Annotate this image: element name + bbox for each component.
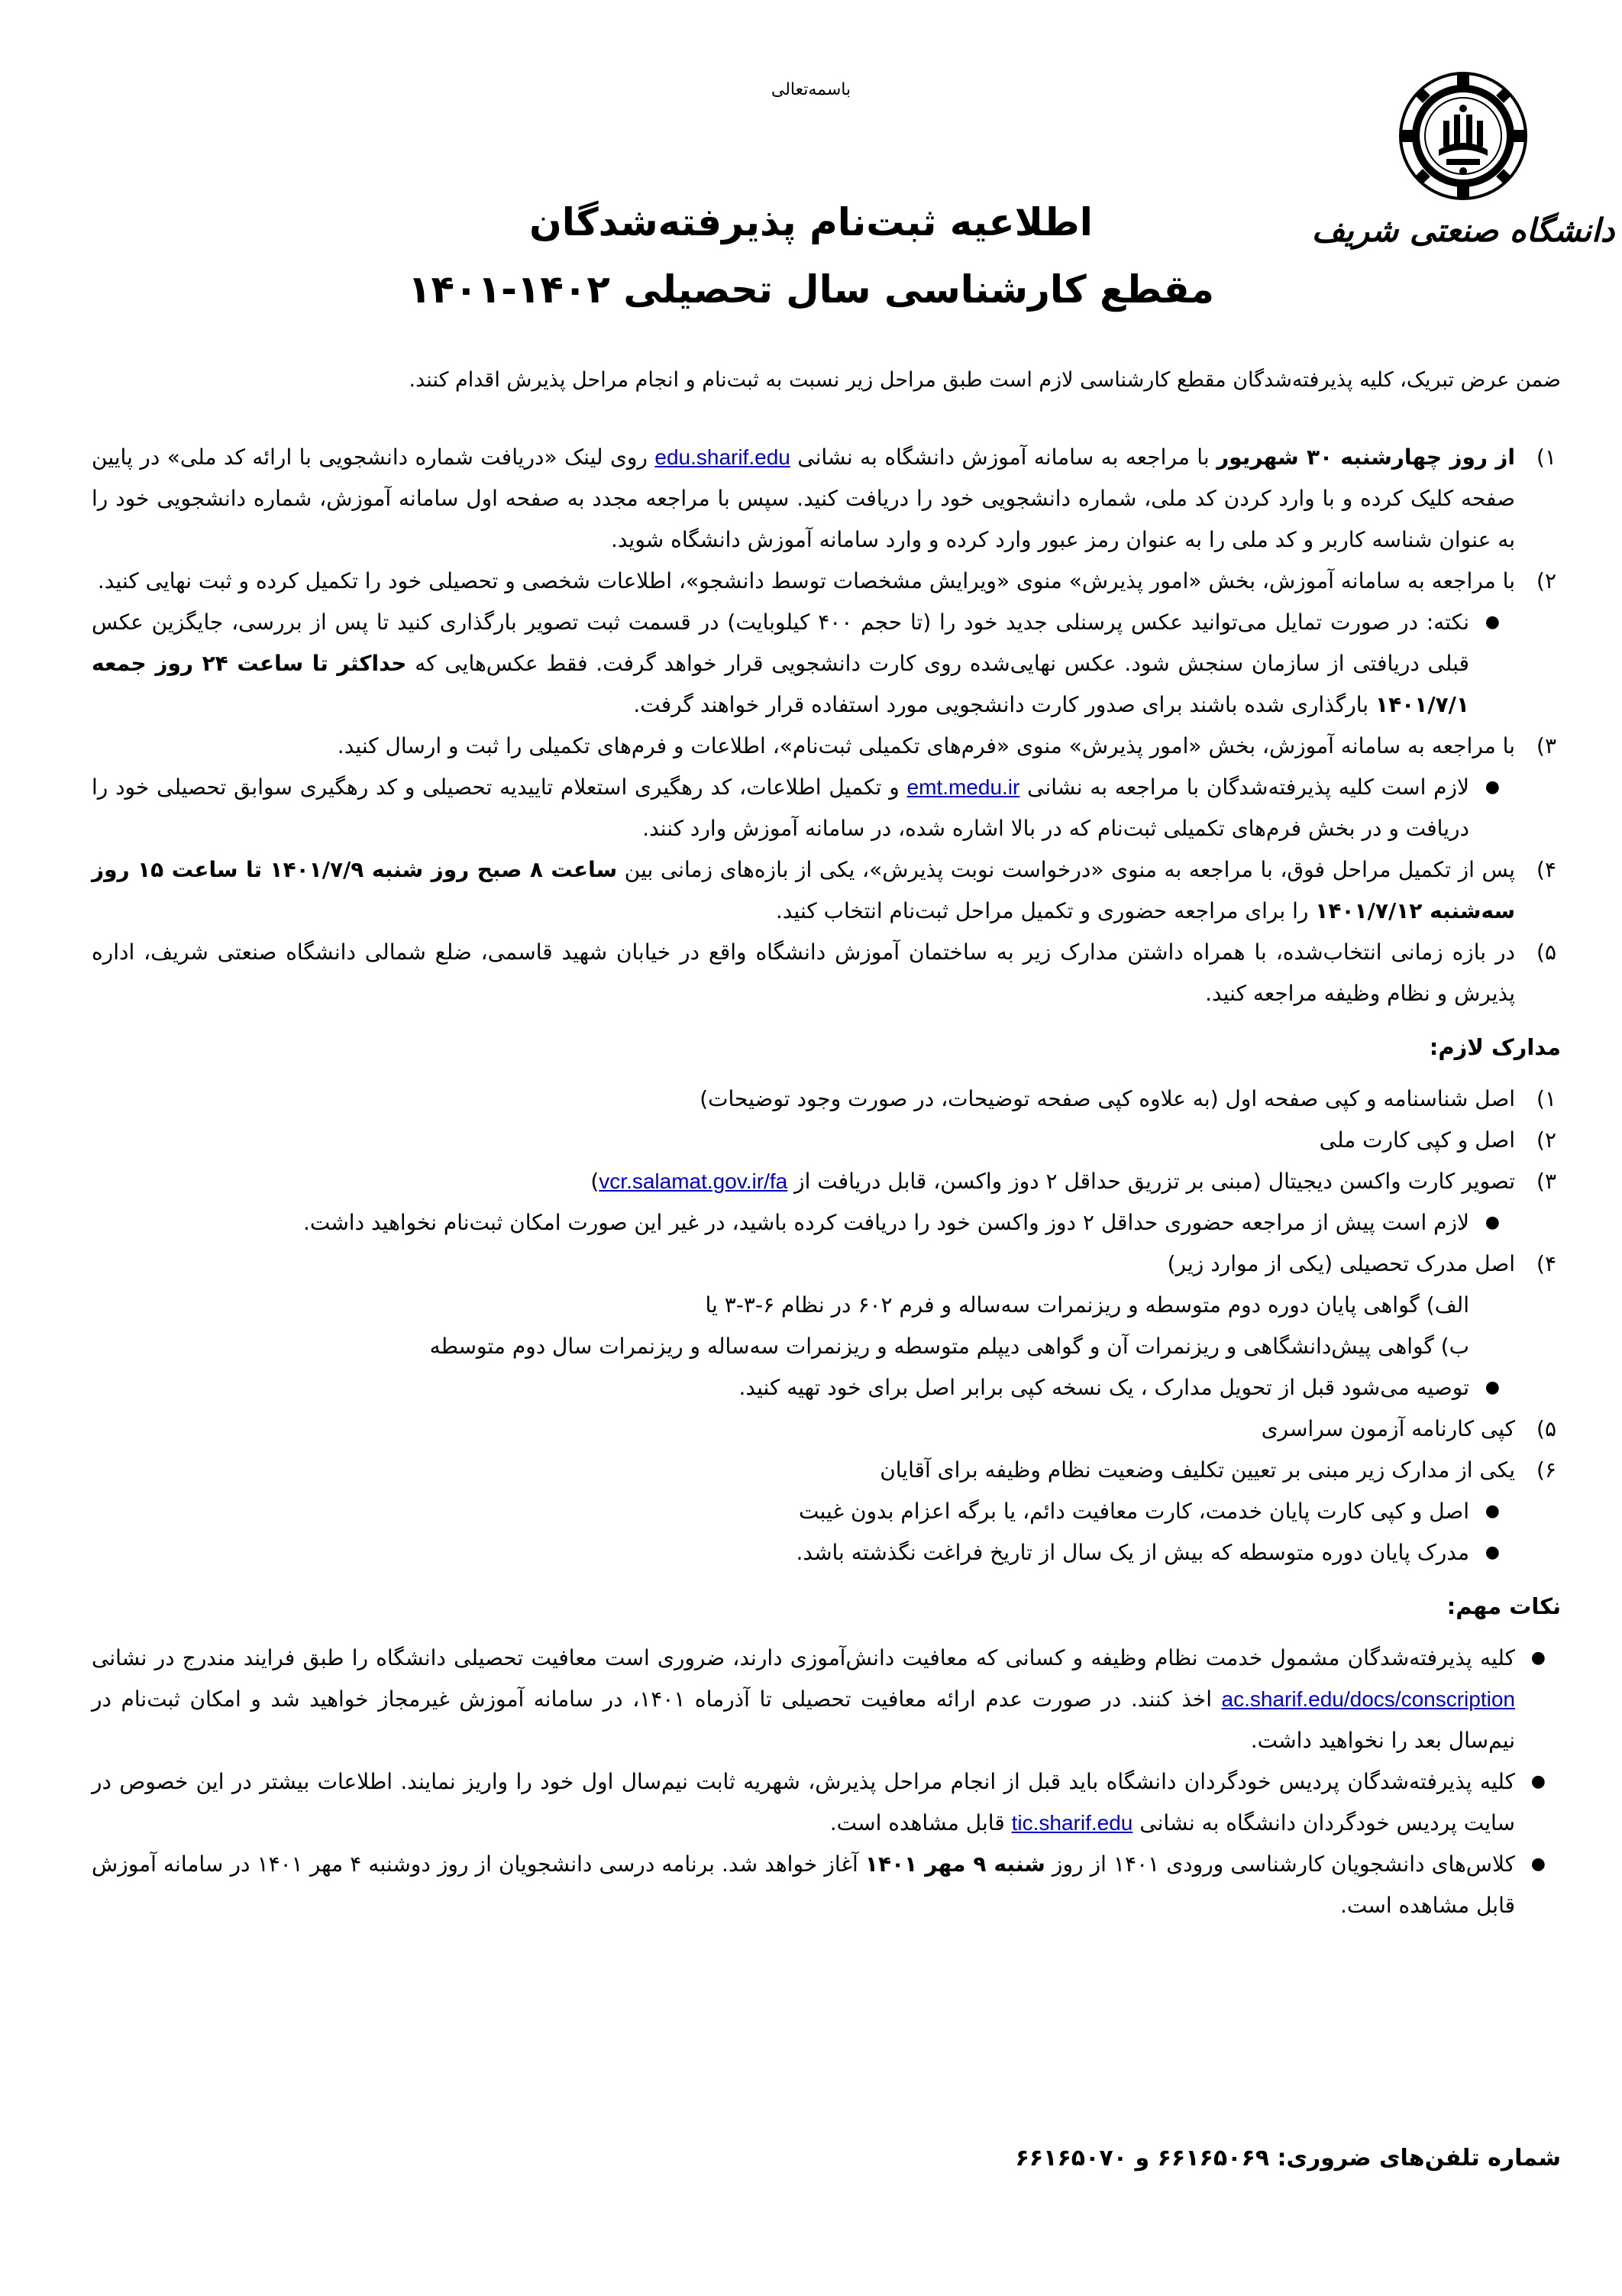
document-item-2 bbox=[92, 1120, 1561, 1161]
document-item-6 bbox=[92, 1450, 1561, 1491]
bullet-icon: ● bbox=[1485, 1378, 1500, 1397]
bullet-icon: ● bbox=[1485, 778, 1500, 797]
note-text: کلیه پذیرفته‌شدگان مشمول خدمت نظام وظیفه و کسانی که معافیت دانش‌آموزی دارند، ضروری است معافیت تحصیلی دانشگاه را طبق فرایند مندرج در نشانی bbox=[92, 1645, 1515, 1670]
bullet-icon: ● bbox=[1530, 1772, 1546, 1791]
step-4-time-range: ساعت ۸ صبح روز شنبه ۱۴۰۱/۷/۹ تا ساعت ۱۵ روز سه‌شنبه ۱۴۰۱/۷/۱۲ bbox=[92, 857, 1515, 923]
item-text: کپی کارنامه آزمون سراسری bbox=[1261, 1416, 1515, 1441]
military-option-2 bbox=[92, 1532, 1561, 1573]
item-number: ۴) bbox=[1536, 1251, 1556, 1276]
step-3-note bbox=[92, 767, 1561, 849]
note-item-3 bbox=[92, 1844, 1561, 1926]
degree-option-b: ب) گواهی پیش‌دانشگاهی و ریزنمرات آن و گواهی دیپلم متوسطه و ریزنمرات سه‌ساله و ریزنمرات سال دوم متوسطه bbox=[429, 1334, 1469, 1359]
class-start-date: شنبه ۹ مهر ۱۴۰۱ bbox=[864, 1851, 1045, 1877]
item-text: اصل و کپی کارت ملی bbox=[1319, 1127, 1515, 1153]
step-text: با مراجعه به سامانه آموزش، بخش «امور پذیرش» منوی «فرم‌های تکمیلی ثبت‌نام»، اطلاعات و فرم‌های تکمیلی را ثبت و ارسال کنید. bbox=[337, 733, 1515, 758]
step-3 bbox=[92, 726, 1561, 767]
bismillah: باسمه‌تعالی bbox=[771, 80, 851, 99]
page-title: اطلاعیه ثبت‌نام پذیرفته‌شدگان bbox=[529, 200, 1093, 244]
step-5 bbox=[92, 932, 1561, 1014]
note-text: آغاز خواهد شد. برنامه درسی دانشجویان از روز دوشنبه ۴ مهر ۱۴۰۱ در سامانه آموزش قابل مشاهده است. bbox=[92, 1851, 1515, 1918]
item-text: ) bbox=[590, 1169, 599, 1194]
bullet-icon: ● bbox=[1485, 613, 1500, 632]
intro-paragraph: ضمن عرض تبریک، کلیه پذیرفته‌شدگان مقطع کارشناسی لازم است طبق مراحل زیر نسبت به ثبت‌نام و انجام مراحل پذیرش اقدام کنند. bbox=[409, 368, 1561, 392]
note-text: قابل مشاهده است. bbox=[829, 1810, 1012, 1835]
bullet-icon: ● bbox=[1530, 1648, 1546, 1667]
note-deadline: حداکثر تا ساعت ۲۴ روز جمعه ۱۴۰۱/۷/۱ bbox=[92, 651, 1469, 717]
bullet-icon: ● bbox=[1485, 1502, 1500, 1521]
note-item-1 bbox=[92, 1638, 1561, 1761]
step-text: پس از تکمیل مراحل فوق، با مراجعه به منوی «درخواست نوبت پذیرش»، یکی از بازه‌های زمانی بین bbox=[617, 857, 1515, 882]
bullet-icon: ● bbox=[1485, 1543, 1500, 1562]
step-text: با مراجعه به سامانه آموزش، بخش «امور پذیرش» منوی «ویرایش مشخصات توسط دانشجو»، اطلاعات شخصی و تحصیلی خود را تکمیل کرده و ثبت نهایی کنید. bbox=[97, 568, 1515, 593]
note-text: و تکمیل اطلاعات، کد رهگیری استعلام تاییدیه تحصیلی و کد رهگیری سوابق تحصیلی خود را دریافت و در بخش فرم‌های تکمیلی ثبت‌نام که در بالا اشاره شده، در سامانه آموزش وارد کنند. bbox=[92, 774, 1469, 841]
page-subtitle: مقطع کارشناسی سال تحصیلی ۱۴۰۲-۱۴۰۱ bbox=[408, 267, 1214, 312]
step-number: ۳) bbox=[1536, 733, 1556, 758]
option-text: مدرک پایان دوره متوسطه که بیش از یک سال از تاریخ فراغت نگذشته باشد. bbox=[796, 1540, 1469, 1565]
step-text: با مراجعه به سامانه آموزش دانشگاه به نشانی bbox=[790, 445, 1217, 470]
bullet-icon: ● bbox=[1530, 1855, 1546, 1874]
item-text: اصل مدرک تحصیلی (یکی از موارد زیر) bbox=[1167, 1251, 1515, 1276]
step-number: ۱) bbox=[1536, 445, 1556, 470]
item-number: ۱) bbox=[1536, 1086, 1556, 1111]
note-text: کلاس‌های دانشجویان کارشناسی ورودی ۱۴۰۱ از روز bbox=[1045, 1851, 1516, 1877]
step-2-note bbox=[92, 602, 1561, 726]
emt-medu-link[interactable]: emt.medu.ir bbox=[906, 775, 1020, 799]
step-4 bbox=[92, 849, 1561, 932]
bullet-icon: ● bbox=[1485, 1213, 1500, 1232]
step-number: ۵) bbox=[1536, 939, 1556, 965]
main-content bbox=[92, 437, 1561, 1926]
item-text: یکی از مدارک زیر مبنی بر تعیین تکلیف وضعیت نظام وظیفه برای آقایان bbox=[880, 1457, 1515, 1483]
tic-sharif-link[interactable]: tic.sharif.edu bbox=[1011, 1811, 1133, 1835]
emergency-phones: شماره تلفن‌های ضروری: ۶۶۱۶۵۰۶۹ و ۶۶۱۶۵۰۷۰ bbox=[1015, 2145, 1561, 2171]
item-number: ۶) bbox=[1536, 1457, 1556, 1483]
step-text: در بازه زمانی انتخاب‌شده، با همراه داشتن مدارک زیر به ساختمان آموزش دانشگاه واقع در خیابان شهید قاسمی، ضلع شمالی دانشگاه صنعتی شریف، اداره پذیرش و نظام وظیفه مراجعه کنید. bbox=[92, 939, 1515, 1006]
option-text: اصل و کپی کارت پایان خدمت، کارت معافیت دائم، یا برگه اعزام بدون غیبت bbox=[799, 1499, 1469, 1524]
documents-heading: مدارک لازم: bbox=[1429, 1034, 1561, 1060]
military-option-1 bbox=[92, 1491, 1561, 1532]
notes-heading: نکات مهم: bbox=[1446, 1593, 1561, 1619]
step-1-date: از روز چهارشنبه ۳۰ شهریور bbox=[1216, 445, 1516, 470]
step-number: ۲) bbox=[1536, 568, 1556, 593]
logo-wordmark: دانشگاه صنعتی شریف bbox=[1311, 212, 1615, 249]
step-2 bbox=[92, 561, 1561, 602]
edu-sharif-link[interactable]: edu.sharif.edu bbox=[654, 445, 790, 469]
step-text: روی لینک «دریافت شماره دانشجویی با ارائه کد ملی» در پایین صفحه کلیک کرده و با وارد کردن کد ملی، شماره دانشجویی خود را دریافت کنید. سپس با مراجعه مجدد به صفحه اول سامانه آموزش، شماره دانشجویی خود را به عنوان شناسه کاربر و کد ملی را به عنوان رمز عبور وارد کرده و وارد سامانه آموزش دانشگاه شوید. bbox=[92, 445, 1515, 552]
conscription-link[interactable]: ac.sharif.edu/docs/conscription bbox=[1221, 1687, 1515, 1711]
note-text: بارگذاری شده باشند برای صدور کارت دانشجویی مورد استفاده قرار خواهند گرفت. bbox=[633, 692, 1375, 717]
note-item-2 bbox=[92, 1761, 1561, 1844]
note-text: لازم است پیش از مراجعه حضوری حداقل ۲ دوز واکسن خود را دریافت کرده باشید، در غیر این صورت امکان ثبت‌نام نخواهید داشت. bbox=[302, 1210, 1469, 1235]
note-text: اخذ کنند. در صورت عدم ارائه معافیت تحصیلی تا آذرماه ۱۴۰۱، در سامانه آموزش غیرمجاز خواهید شد و امکان ثبت‌نام در نیم‌سال بعد را نخواهید داشت. bbox=[92, 1686, 1515, 1753]
vaccine-note bbox=[92, 1202, 1561, 1243]
document-item-4 bbox=[92, 1243, 1561, 1285]
vcr-salamat-link[interactable]: vcr.salamat.gov.ir/fa bbox=[599, 1169, 788, 1193]
item-text: اصل شناسنامه و کپی صفحه اول (به علاوه کپی صفحه توضیحات، در صورت وجود توضیحات) bbox=[700, 1086, 1515, 1111]
item-number: ۳) bbox=[1536, 1169, 1556, 1194]
document-item-3 bbox=[92, 1161, 1561, 1202]
note-text: کلیه پذیرفته‌شدگان پردیس خودگردان دانشگاه باید قبل از انجام مراحل پذیرش، شهریه ثابت نیم‌سال اول خود را واریز نمایند. اطلاعات بیشتر در این خصوص در سایت پردیس خودگردان دانشگاه به نشانی bbox=[92, 1769, 1515, 1835]
degree-note bbox=[92, 1367, 1561, 1408]
note-text: لازم است کلیه پذیرفته‌شدگان با مراجعه به نشانی bbox=[1019, 774, 1469, 800]
note-text: نکته: در صورت تمایل می‌توانید عکس پرسنلی جدید خود را (تا حجم ۴۰۰ کیلوبایت) در قسمت ثبت تصویر بارگذاری کنید تا پس از بررسی، جایگزین عکس قبلی دریافتی از سازمان سنجش شود. عکس نهایی‌شده روی کارت دانشجویی قرار خواهد گرفت. فقط عکس‌هایی که bbox=[92, 610, 1470, 676]
item-number: ۵) bbox=[1536, 1416, 1556, 1441]
step-number: ۴) bbox=[1536, 857, 1556, 882]
document-item-1 bbox=[92, 1078, 1561, 1120]
item-number: ۲) bbox=[1536, 1127, 1556, 1153]
degree-option-a: الف) گواهی پایان دوره دوم متوسطه و ریزنمرات سه‌ساله و فرم ۶۰۲ در نظام ۶-۳-۳ یا bbox=[705, 1292, 1469, 1318]
document-item-5 bbox=[92, 1408, 1561, 1450]
step-1 bbox=[92, 437, 1561, 561]
note-text: توصیه می‌شود قبل از تحویل مدارک ، یک نسخه کپی برابر اصل برای خود تهیه کنید. bbox=[738, 1375, 1469, 1400]
step-text: را برای مراجعه حضوری و تکمیل مراحل ثبت‌نام انتخاب کنید. bbox=[775, 898, 1316, 923]
item-text: تصویر کارت واکسن دیجیتال (مبنی بر تزریق حداقل ۲ دوز واکسن، قابل دریافت از bbox=[787, 1169, 1515, 1194]
